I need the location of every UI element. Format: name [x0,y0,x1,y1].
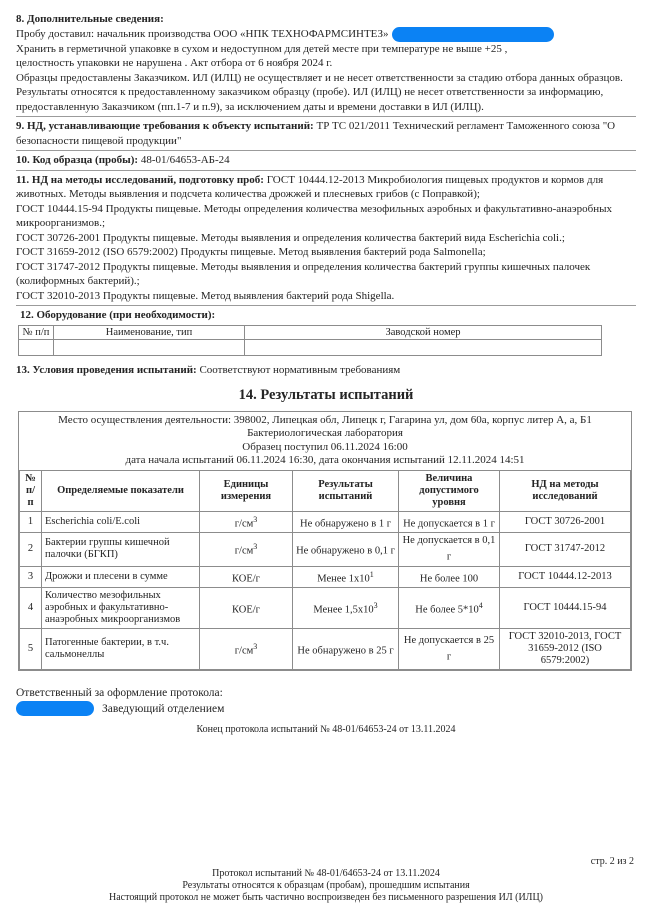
row-method: ГОСТ 30726-2001 [500,511,631,533]
section-divider [16,150,636,151]
redaction-highlight [392,27,554,42]
section-10-heading: 10. Код образца (пробы): [16,154,139,166]
test-dates: дата начала испытаний 06.11.2024 16:30, дата окончания испытаний 12.11.2024 14:51 [125,454,525,466]
activity-address: Место осуществления деятельности: 398002, Липецкая обл, Липецк г, Гагарина ул, дом 60а, корпус литер А, а, Б1 [58,413,592,426]
row-unit: $г/см^3$ [200,511,293,533]
equipment-col-num: № п/п [19,325,54,340]
page-footer [16,856,636,904]
gost-entry: ГОСТ 31659-2012 (ISO 6579:2002) Продукты пищевые. Метод выявления бактерий рода Salmonella; [16,246,486,258]
equipment-col-name: Наименование, тип [54,325,245,340]
row-method: ГОСТ 32010-2013, ГОСТ 31659-2012 (ISO 6579:2002) [500,629,631,670]
row-limit: Не более $5*10^4$ [399,588,500,629]
section-13-conditions [16,363,636,378]
sample-code-value: 48-01/64653-АБ-24 [140,154,230,166]
row-result: Менее $1x10^1$ [293,566,399,588]
equipment-empty-row [19,340,602,356]
section-10-sample-code [16,153,636,168]
row-indicator: Патогенные бактерии, в т.ч. сальмонеллы [42,629,200,670]
section-11-methods [16,173,636,202]
section-9-heading: 9. НД, устанавливающие требования к объекту испытаний: [16,120,314,132]
table-row [20,533,631,567]
equipment-col-serial: Заводской номер [245,325,602,340]
section-13-text: Соответствуют нормативным требованиям [199,364,401,376]
page-number: стр. 2 из 2 [590,856,634,867]
section-9-requirements [16,119,636,148]
row-indicator: Дрожжи и плесени в сумме [42,566,200,588]
table-row [20,588,631,629]
section-divider [16,116,636,117]
gost-entry: ГОСТ 10444.12-2013 Микробиология пищевых продуктов и кормов для животных. Методы выявления и подсчета количества дрожжей и плесневых грибов (с Поправкой); [16,173,604,200]
equipment-header-row [19,325,602,340]
gost-entry: ГОСТ 10444.15-94 Продукты пищевые. Методы определения количества мезофильных аэробных и факультативно-анаэробных микроорганизмов.; [16,202,613,229]
equipment-cell-empty [54,340,245,356]
row-limit: Не допускается в 25 г [399,629,500,670]
results-section-title: 14. Результаты испытаний [238,386,414,403]
row-result: Менее $1,5x10^3$ [293,588,399,629]
section-12-heading: 12. Оборудование (при необходимости): [20,309,216,321]
row-num: 5 [20,629,42,670]
protocol-end-line: Конец протокола испытаний № 48-01/64653-24 от 13.11.2024 [196,724,456,735]
row-method: ГОСТ 10444.12-2013 [500,566,631,588]
equipment-cell-empty [19,340,54,356]
col-indicator: Определяемые показатели [42,470,200,511]
row-indicator: Количество мезофильных аэробных и факультативно-анаэробных микроорганизмов [42,588,200,629]
signature-row [16,701,636,716]
section-divider [16,305,636,306]
col-limit: Величина допустимого уровня [399,470,500,511]
section-12-equipment [16,308,636,323]
row-result: Не обнаружено в 1 г [293,511,399,533]
results-header-row [20,470,631,511]
row-unit: КОЕ/г [200,566,293,588]
col-unit: Единицы измерения [200,470,293,511]
section-8-heading: 8. Дополнительные сведения: [16,13,164,25]
equipment-table [18,325,602,357]
row-method: ГОСТ 10444.15-94 [500,588,631,629]
row-num: 4 [20,588,42,629]
gost-entry: ГОСТ 32010-2013 Продукты пищевые. Метод выявления бактерий рода Shigella. [16,289,395,302]
footer-reproduction-note: Настоящий протокол не может быть частично воспроизведен без письменного разрешения ИЛ (ИЛЦ) [108,892,543,903]
gost-entry: ГОСТ 30726-2001 Продукты пищевые. Методы выявления и определения количества бактерий вида Escherichia coli.; [16,231,565,244]
delivered-by-text: Пробу доставил: начальник производства ООО «НПК ТЕХНОФАРМСИНТЕЗ» [16,27,389,40]
row-indicator: Escherichia coli/E.coli [42,511,200,533]
row-limit: Не допускается в 0,1 г [399,533,500,567]
storage-conditions-line2: целостность упаковки не нарушена . Акт отбора от 6 ноября 2024 г. [16,57,333,69]
col-num: № п/п [20,470,42,511]
table-row [20,566,631,588]
row-unit: $г/см^3$ [200,533,293,567]
row-limit: Не более 100 [399,566,500,588]
signer-position: Заведующий отделением [102,702,225,715]
sample-received: Образец поступил 06.11.2024 16:00 [242,440,408,453]
col-method: НД на методы исследований [500,470,631,511]
row-num: 2 [20,533,42,567]
row-method: ГОСТ 31747-2012 [500,533,631,567]
row-unit: $г/см^3$ [200,629,293,670]
storage-conditions-line1: Хранить в герметичной упаковке в сухом и недоступном для детей месте при температуре не выше +25 , [16,42,508,55]
row-indicator: Бактерии группы кишечной палочки (БГКП) [42,533,200,567]
gost-entry: ГОСТ 31747-2012 Продукты пищевые. Методы выявления и определения количества бактерий группы кишечных палочек (колиформных бактерий).; [16,260,591,287]
section-8-additional-info [16,12,636,27]
col-result: Результаты испытаний [293,470,399,511]
results-box [18,411,632,672]
section-divider [16,170,636,171]
table-row [20,511,631,533]
section-11-heading: 11. НД на методы исследований, подготовку проб: [16,173,264,186]
page-content [16,12,636,735]
footer-results-note: Результаты относятся к образцам (пробам), прошедшим испытания [182,880,470,891]
responsibility-disclaimer: Образцы предоставлены Заказчиком. ИЛ (ИЛЦ) не осуществляет и не несет ответственности за стадию отбора данных образцов. Результаты относятся к предоставленному заказчиком образцу (пробе). ИЛ (ИЛЦ) не несет ответственности за информацию, предоставленную Заказчиком (пп.1-7 и п.9), за исключением даты и времени доставки в ИЛ (ИЛЦ). [16,71,623,113]
signature-block [16,687,636,735]
row-result: Не обнаружено в 0,1 г [293,533,399,567]
row-unit: КОЕ/г [200,588,293,629]
section-8-delivered-by-line [16,27,636,42]
redaction-highlight [16,701,94,716]
equipment-cell-empty [245,340,602,356]
signature-label: Ответственный за оформление протокола: [16,687,223,699]
row-limit: Не допускается в 1 г [399,511,500,533]
row-result: Не обнаружено в 25 г [293,629,399,670]
row-num: 3 [20,566,42,588]
row-num: 1 [20,511,42,533]
results-table [19,470,631,671]
lab-name: Бактериологическая лаборатория [247,427,403,439]
section-13-heading: 13. Условия проведения испытаний: [16,364,197,376]
section-9-text: ТР ТС 021/2011 Технический регламент Таможенного союза "О безопасности пищевой продукции" [16,120,616,147]
table-row [20,629,631,670]
footer-protocol-number: Протокол испытаний № 48-01/64653-24 от 13.11.2024 [212,868,440,879]
